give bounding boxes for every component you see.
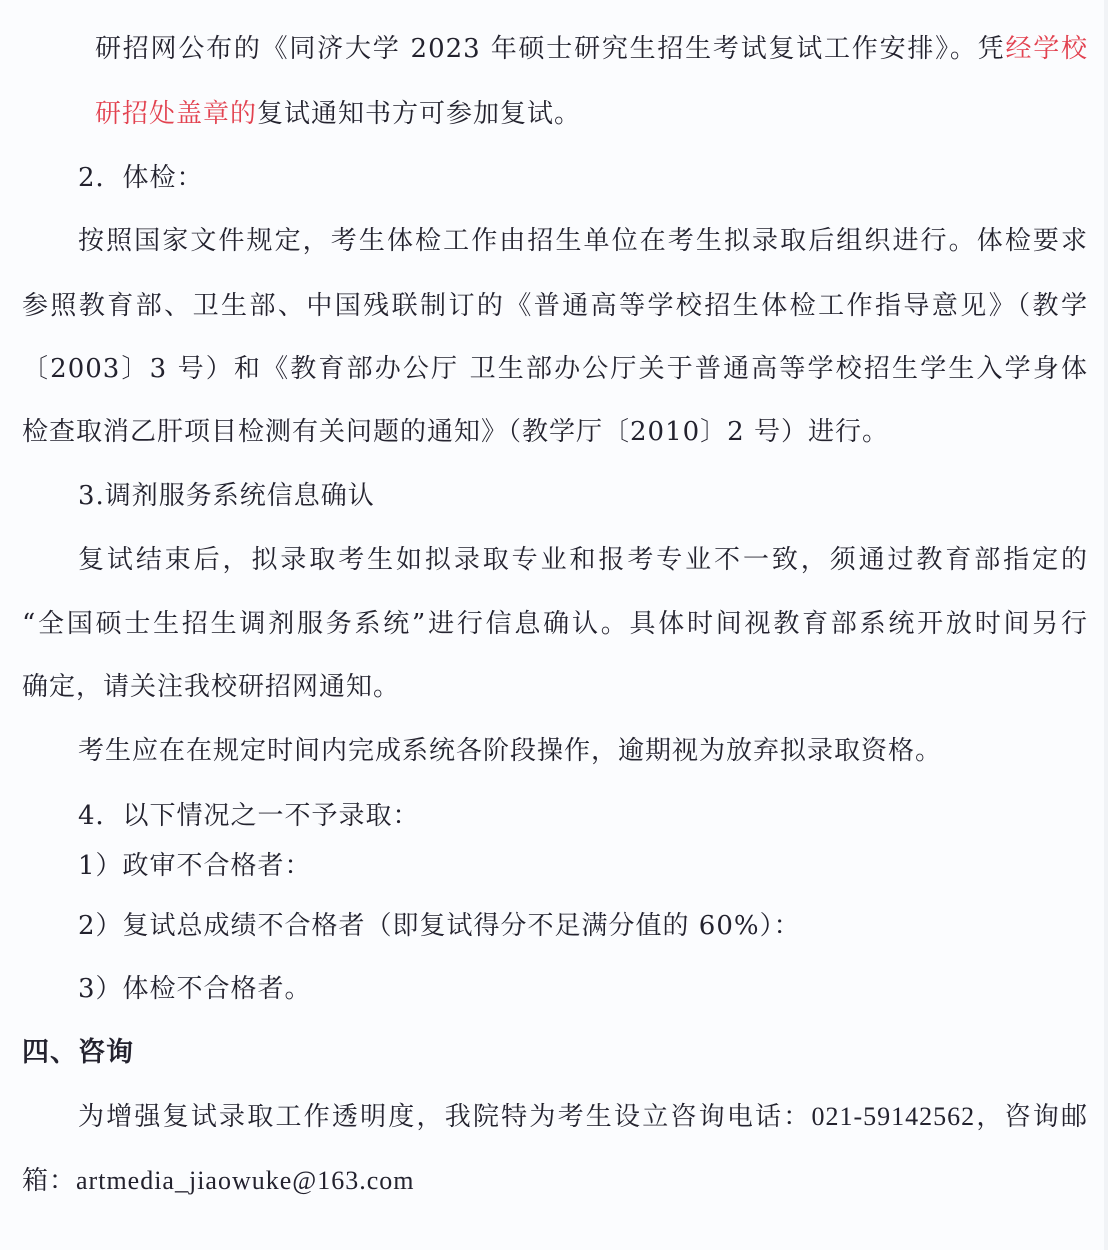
text-line-2: [95, 97, 581, 131]
consultation-line-1: [78, 1100, 1088, 1134]
paragraph-line: 考生应在在规定时间内完成系统各阶段操作，逾期视为放弃拟录取资格。: [78, 736, 943, 766]
list-item: 3）体检不合格者。: [78, 974, 312, 1004]
consultation-line-2: [22, 1164, 414, 1198]
paragraph-line: 按照国家文件规定，考生体检工作由招生单位在考生拟录取后组织进行。体检要求: [78, 226, 1088, 256]
paragraph-line: “全国硕士生招生调剂服务系统”进行信息确认。具体时间视教育部系统开放时间另行: [22, 609, 1088, 639]
section-heading-adjustment-system: 3.调剂服务系统信息确认: [78, 481, 375, 511]
red-highlight-text: 研招处盖章的: [95, 99, 258, 129]
section-heading-physical-exam: 2．体检：: [78, 163, 204, 193]
text-span: 为增强复试录取工作透明度，我院特为考生设立咨询电话：: [78, 1102, 812, 1132]
paragraph-line: 确定，请关注我校研招网通知。: [22, 672, 401, 702]
red-highlight-text: 经学校: [1005, 34, 1088, 64]
paragraph-line: 检查取消乙肝项目检测有关问题的通知》（教学厅〔2010〕2 号）进行。: [22, 417, 889, 447]
text-span: 箱：: [22, 1166, 77, 1196]
text-span: ，咨询邮: [975, 1102, 1088, 1132]
phone-number: 021-59142562: [811, 1102, 976, 1131]
text-span: 研招网公布的《同济大学 2023 年硕士研究生招生考试复试工作安排》。凭: [95, 34, 1006, 64]
email-address[interactable]: artmedia_jiaowuke@163.com: [76, 1166, 415, 1195]
list-item: 2）复试总成绩不合格者（即复试得分不足满分值的 60%）：: [78, 911, 801, 941]
section-heading-consultation: 四、咨询: [22, 1037, 134, 1068]
text-line-1: [95, 32, 1088, 66]
section-heading-non-admission: 4．以下情况之一不予录取：: [78, 801, 420, 831]
paragraph-line: 〔2003〕3 号）和《教育部办公厅 卫生部办公厅关于普通高等学校招生学生入学身体: [22, 354, 1088, 384]
paragraph-line: 参照教育部、卫生部、中国残联制订的《普通高等学校招生体检工作指导意见》（教学: [22, 291, 1088, 321]
paragraph-line: 复试结束后，拟录取考生如拟录取专业和报考专业不一致，须通过教育部指定的: [78, 545, 1088, 575]
list-item: 1）政审不合格者：: [78, 851, 312, 881]
text-span: 复试通知书方可参加复试。: [257, 99, 582, 129]
